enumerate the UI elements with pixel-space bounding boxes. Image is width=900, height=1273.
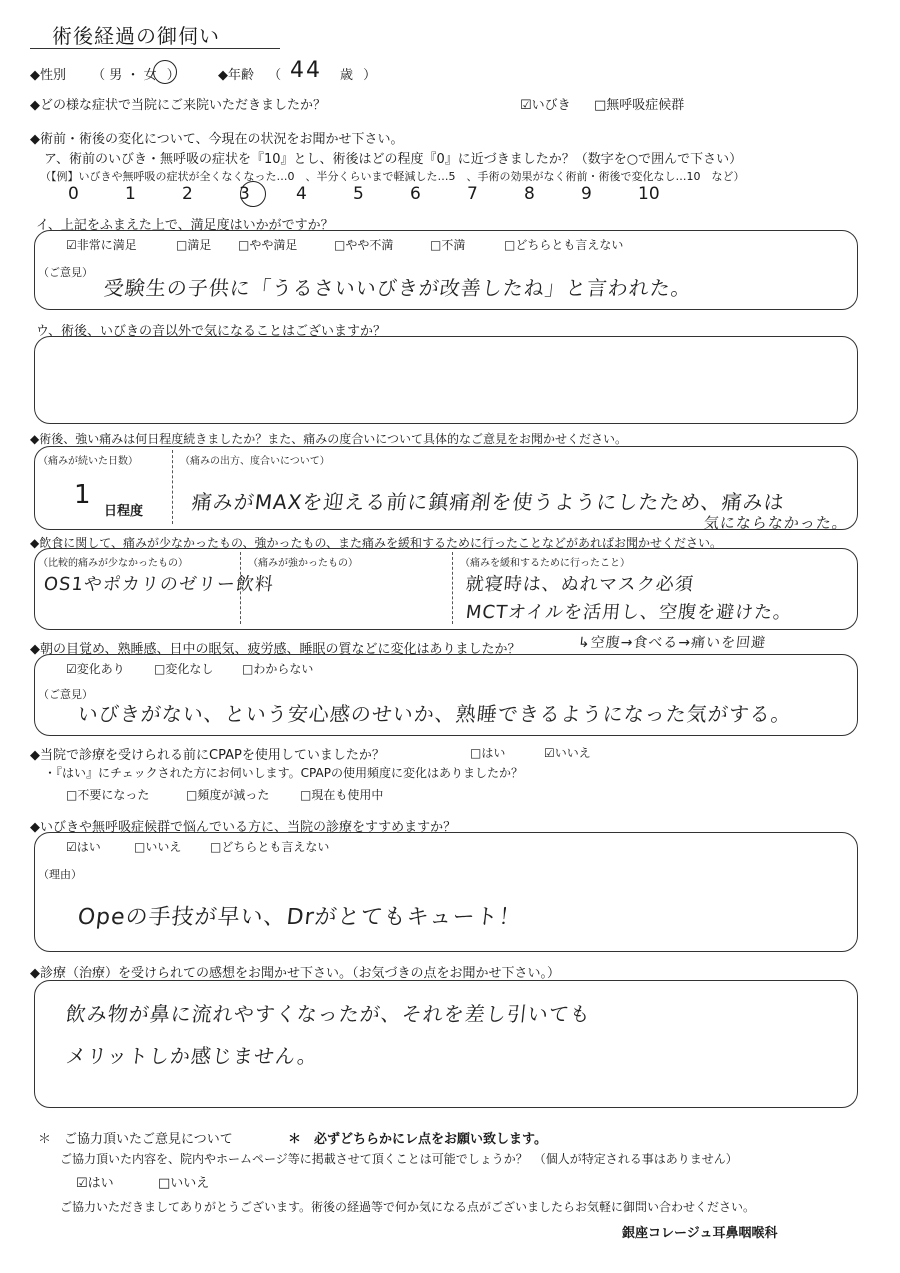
title-underline [30,48,280,49]
age-close: ） [363,68,377,83]
cpap-follow-options [66,786,383,803]
age-row [218,64,281,83]
cpap-option-no[interactable]: ☑いいえ [544,746,591,760]
gender-label: ◆性別 [30,68,66,83]
gender-male[interactable]: 男 [109,68,123,83]
scale-0[interactable]: 0 [68,184,79,204]
footer-permission: ご協力頂いた内容を、院内やホームページ等に掲載させて頂くことは可能でしょうか？ （個人が特定される事はありません） [60,1152,738,1166]
scale-3[interactable]: 3 [239,184,250,204]
morning-option-changed[interactable]: ☑変化あり [66,662,125,676]
morning-opinion[interactable]: いびきがない、という安心感のせいか、熟睡できるようになった気がする。 [76,702,794,726]
pain-days-unit: 日程度 [104,504,144,519]
morning-option-unchanged[interactable]: □変化なし [154,662,214,676]
other-box[interactable] [34,336,858,424]
food-divider-2 [452,552,453,624]
footer-thanks: ご協力いただきましてありがとうございます。術後の経過等で何か気になる点がございましたらお気軽に御問い合わせください。 [60,1200,756,1214]
cpap-option-reduced[interactable]: □頻度が減った [186,788,270,802]
footer-note-1: ＊ ご協力頂いたご意見について [38,1132,233,1147]
food-col1-value[interactable]: OS1やポカリのゼリー飲料 [42,574,275,595]
pain-question: ◆術後、強い痛みは何日程度続きましたか？また、痛みの度合いについて具体的なご意見をお聞かせください。 [30,432,627,446]
age-label: ◆年齢 [218,68,254,83]
cpap-option-unneeded[interactable]: □不要になった [66,788,150,802]
scale-9[interactable]: 9 [581,184,592,204]
scale-1[interactable]: 1 [125,184,136,204]
age-open: （ [268,68,282,83]
footer-option-yes[interactable]: ☑はい [76,1176,114,1191]
cpap-option-yes[interactable]: □はい [470,746,506,760]
cpap-follow-question: ・『はい』にチェックされた方にお伺いします。CPAPの使用頻度に変化はありましたか？ [44,766,523,780]
page-title: 術後経過の御伺い [52,24,220,48]
scale-5[interactable]: 5 [353,184,364,204]
morning-option-unknown[interactable]: □わからない [242,662,314,676]
scale-4[interactable]: 4 [296,184,307,204]
food-question: ◆飲食に関して、痛みが少なかったもの、強かったもの、また痛みを緩和するために行ったことなどがあればお聞かせください。 [30,536,723,550]
recommend-reason[interactable]: Opeの手技が早い、Drがとてもキュート！ [76,905,523,930]
scale-8[interactable]: 8 [524,184,535,204]
satisfaction-option-dissatisfied[interactable]: □不満 [430,238,466,252]
pain-detail[interactable]: 痛みがMAXを迎える前に鎮痛剤を使うようにしたため、痛みは [190,490,786,514]
gender-female[interactable]: 女 [143,68,157,83]
pain-detail-label: （痛みの出方、度合いについて） [180,456,330,467]
recommend-box [34,832,858,952]
gender-female-circle [153,60,177,84]
food-col3-line3[interactable]: ↳空腹→食べる→痛いを回避 [577,635,767,651]
recommend-option-neutral[interactable]: □どちらとも言えない [210,840,330,854]
recommend-question: ◆いびきや無呼吸症候群で悩んでいる方に、当院の診療をすすめますか？ [30,820,457,835]
recommend-option-yes[interactable]: ☑はい [66,840,101,854]
clinic-name: 銀座コレージュ耳鼻咽喉科 [622,1226,778,1241]
impression-question: ◆診療（治療）を受けられての感想をお聞かせ下さい。（お気づきの点をお聞かせ下さい。） [30,966,560,981]
satisfaction-opinion-label: （ご意見） [38,266,93,279]
pain-days-label: （痛みが続いた日数） [38,456,138,467]
change-sub-a: ア、術前のいびき・無呼吸の症状を『10』とし、術後はどの程度『0』に近づきましたか？（数字を○で囲んで下さい） [44,152,743,167]
satisfaction-opinion[interactable]: 受験生の子供に「うるさいいびきが改善したね」と言われた。 [102,276,694,300]
food-divider-1 [240,552,241,624]
satisfaction-option-somewhat-dissatisfied[interactable]: □やや不満 [334,238,394,252]
morning-question: ◆朝の目覚め、熟睡感、日中の眠気、疲労感、睡眠の質などに変化はありましたか？ [30,642,521,657]
change-example: （【例】いびきや無呼吸の症状が全くなくなった…0 、半分くらいまで軽減した…5 、手術の効果がなく術前・術後で変化なし…10 など） [40,170,745,183]
age-value[interactable]: 44 [290,58,322,83]
change-question: ◆術前・術後の変化について、今現在の状況をお聞かせ下さい。 [30,132,404,147]
food-col2-label: （痛みが強かったもの） [248,558,358,569]
food-col3-line2[interactable]: MCTオイルを活用し、空腹を避けた。 [464,602,794,623]
age-unit-row [340,64,376,83]
gender-open: （ [92,68,106,83]
symptom-option-snoring[interactable]: ☑いびき [520,98,571,113]
change-scale [68,184,695,204]
scale-6[interactable]: 6 [410,184,421,204]
cpap-option-still-using[interactable]: □現在も使用中 [300,788,384,802]
scale-selected-circle [240,181,266,207]
symptom-option-apnea[interactable]: □無呼吸症候群 [594,98,685,113]
footer-option-no[interactable]: □いいえ [158,1176,210,1191]
morning-options [66,660,313,677]
footer-note-2: ＊ 必ずどちらかにレ点をお願い致します。 [288,1132,547,1147]
cpap-question: ◆当院で診療を受けられる前にCPAPを使用していましたか？ [30,748,385,763]
morning-opinion-label: （ご意見） [38,688,93,701]
gender-dot: ・ [126,68,140,83]
scale-10[interactable]: 10 [638,184,660,204]
age-unit: 歳 [340,68,354,83]
food-col3-line1[interactable]: 就寝時は、ぬれマスク必須 [464,574,695,595]
impression-line-2[interactable]: メリットしか感じません。 [64,1044,320,1068]
pain-days-value[interactable]: 1 [74,480,91,510]
other-question: ウ、術後、いびきの音以外で気になることはございますか？ [36,324,386,339]
satisfaction-option-very[interactable]: ☑非常に満足 [66,238,137,252]
recommend-reason-label: （理由） [38,868,82,881]
scale-2[interactable]: 2 [182,184,193,204]
scale-7[interactable]: 7 [467,184,478,204]
satisfaction-options [66,236,623,253]
pain-divider [172,450,173,524]
symptom-question: ◆どの様な症状で当院にご来院いただきましたか？ [30,98,326,113]
impression-line-1[interactable]: 飲み物が鼻に流れやすくなったが、それを差し引いても [64,1002,593,1026]
recommend-option-no[interactable]: □いいえ [134,840,182,854]
satisfaction-option-neutral[interactable]: □どちらとも言えない [504,238,624,252]
satisfaction-question: イ、上記をふまえた上で、満足度はいかがですか？ [36,218,334,233]
satisfaction-option-satisfied[interactable]: □満足 [176,238,212,252]
gender-close: ） [166,68,180,83]
satisfaction-option-somewhat[interactable]: □やや満足 [238,238,298,252]
pain-detail-continued[interactable]: 気にならなかった。 [703,514,849,532]
food-col3-label: （痛みを緩和するために行ったこと） [460,558,630,569]
food-col1-label: （比較的痛みが少なかったもの） [38,558,188,569]
